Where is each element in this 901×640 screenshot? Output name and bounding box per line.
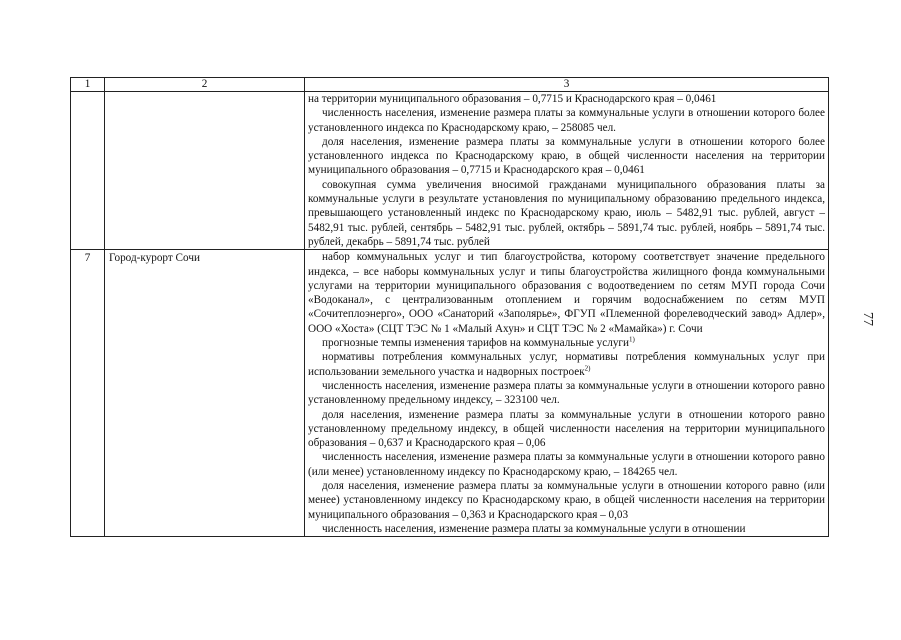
paragraph-text: доля населения, изменение размера платы за коммунальные услуги в отношении которого более установленного индекса по Краснодарскому краю, в общей численности населения на территории муниципального образования – 0,7715 и Краснодарского края – 0,0461 xyxy=(308,135,825,177)
header-cell-3: 3 xyxy=(305,78,829,92)
table-header-row xyxy=(71,78,829,92)
paragraph xyxy=(308,479,825,522)
paragraph-text: доля населения, изменение размера платы за коммунальные услуги в отношении которого равно (или менее) установленному индексу по Краснодарскому краю, в общей численности населения на территории муниципального образования – 0,363 и Краснодарского края – 0,03 xyxy=(308,480,825,521)
paragraph xyxy=(308,178,825,249)
paragraph xyxy=(308,408,825,451)
row-number-cell xyxy=(71,92,105,250)
paragraph-text: набор коммунальных услуг и тип благоустройства, которому соответствует значение предельного индекса, – все наборы коммунальных услуг и типы благоустройства жилищного фонда коммунальными услугами на территории муниципального образования с водоотведением по сетям МУП города Сочи «Водоканал», с централизованным отоплением и горячим водоснабжением по сетям МУП «Сочитеплоэнерго», ООО «Санаторий «Заполярье», ФГУП «Племенной форелеводческий завод» Адлер», ООО «Хоста» (СЦТ ТЭС № 1 «Малый Ахун» и СЦТ ТЭС № 2 «Мамайка») г. Сочи xyxy=(308,251,825,335)
paragraph-text: нормативы потребления коммунальных услуг, нормативы потребления коммунальных услуг при использовании земельного участка и надворных построек xyxy=(308,351,825,378)
paragraph xyxy=(308,135,825,178)
table-row-7 xyxy=(71,250,829,537)
paragraph xyxy=(308,379,825,408)
paragraph-list xyxy=(308,250,825,536)
header-cell-2: 2 xyxy=(105,78,305,92)
table-row-continued xyxy=(71,92,829,250)
paragraph xyxy=(308,350,825,379)
paragraph-text: численность населения, изменение размера платы за коммунальные услуги в отношении xyxy=(322,522,746,535)
paragraph xyxy=(308,522,825,536)
description-cell xyxy=(305,92,829,250)
paragraph xyxy=(308,336,825,350)
paragraph xyxy=(308,450,825,479)
paragraph-list xyxy=(308,92,825,249)
paragraph-text: численность населения, изменение размера платы за коммунальные услуги в отношении которого более установленного индекса по Краснодарскому краю, – 258085 чел. xyxy=(308,107,825,134)
row-number-cell: 7 xyxy=(71,250,105,537)
paragraph-text: численность населения, изменение размера платы за коммунальные услуги в отношении которого равно установленному предельному индексу, – 323100 чел. xyxy=(308,379,825,407)
data-table xyxy=(70,77,829,537)
paragraph xyxy=(308,92,825,106)
description-cell xyxy=(305,250,829,537)
header-cell-1: 1 xyxy=(71,78,105,92)
footnote-marker: 2) xyxy=(584,363,591,372)
paragraph-text: прогнозные темпы изменения тарифов на коммунальные услуги xyxy=(322,337,629,350)
paragraph-text: на территории муниципального образования – 0,7715 и Краснодарского края – 0,0461 xyxy=(308,93,717,105)
municipality-name-cell xyxy=(105,92,305,250)
footnote-marker: 1) xyxy=(628,335,635,344)
paragraph xyxy=(308,250,825,336)
page-number: 77 xyxy=(860,312,875,326)
paragraph-text: доля населения, изменение размера платы за коммунальные услуги в отношении которого равно установленному предельному индексу, в общей численности населения на территории муниципального образования – 0,637 и Краснодарского края – 0,06 xyxy=(308,408,825,450)
paragraph xyxy=(308,106,825,135)
paragraph-text: численность населения, изменение размера платы за коммунальные услуги в отношении которого равно (или менее) установленному индексу по Краснодарскому краю, – 184265 чел. xyxy=(308,451,825,478)
paragraph-text: совокупная сумма увеличения вносимой гражданами муниципального образования платы за коммунальные услуги в результате установления по муниципальному образованию предельного индекса, превышающего установленный индекс по Краснодарскому краю, июль – 5482,91 тыс. рублей, август – 5482,91 тыс. рублей, сентябрь – 5482,91 тыс. рублей, октябрь – 5891,74 тыс. рублей, ноябрь – 5891,74 тыс. рублей, декабрь – 5891,74 тыс. рублей xyxy=(308,178,825,248)
municipality-name-cell: Город-курорт Сочи xyxy=(105,250,305,537)
